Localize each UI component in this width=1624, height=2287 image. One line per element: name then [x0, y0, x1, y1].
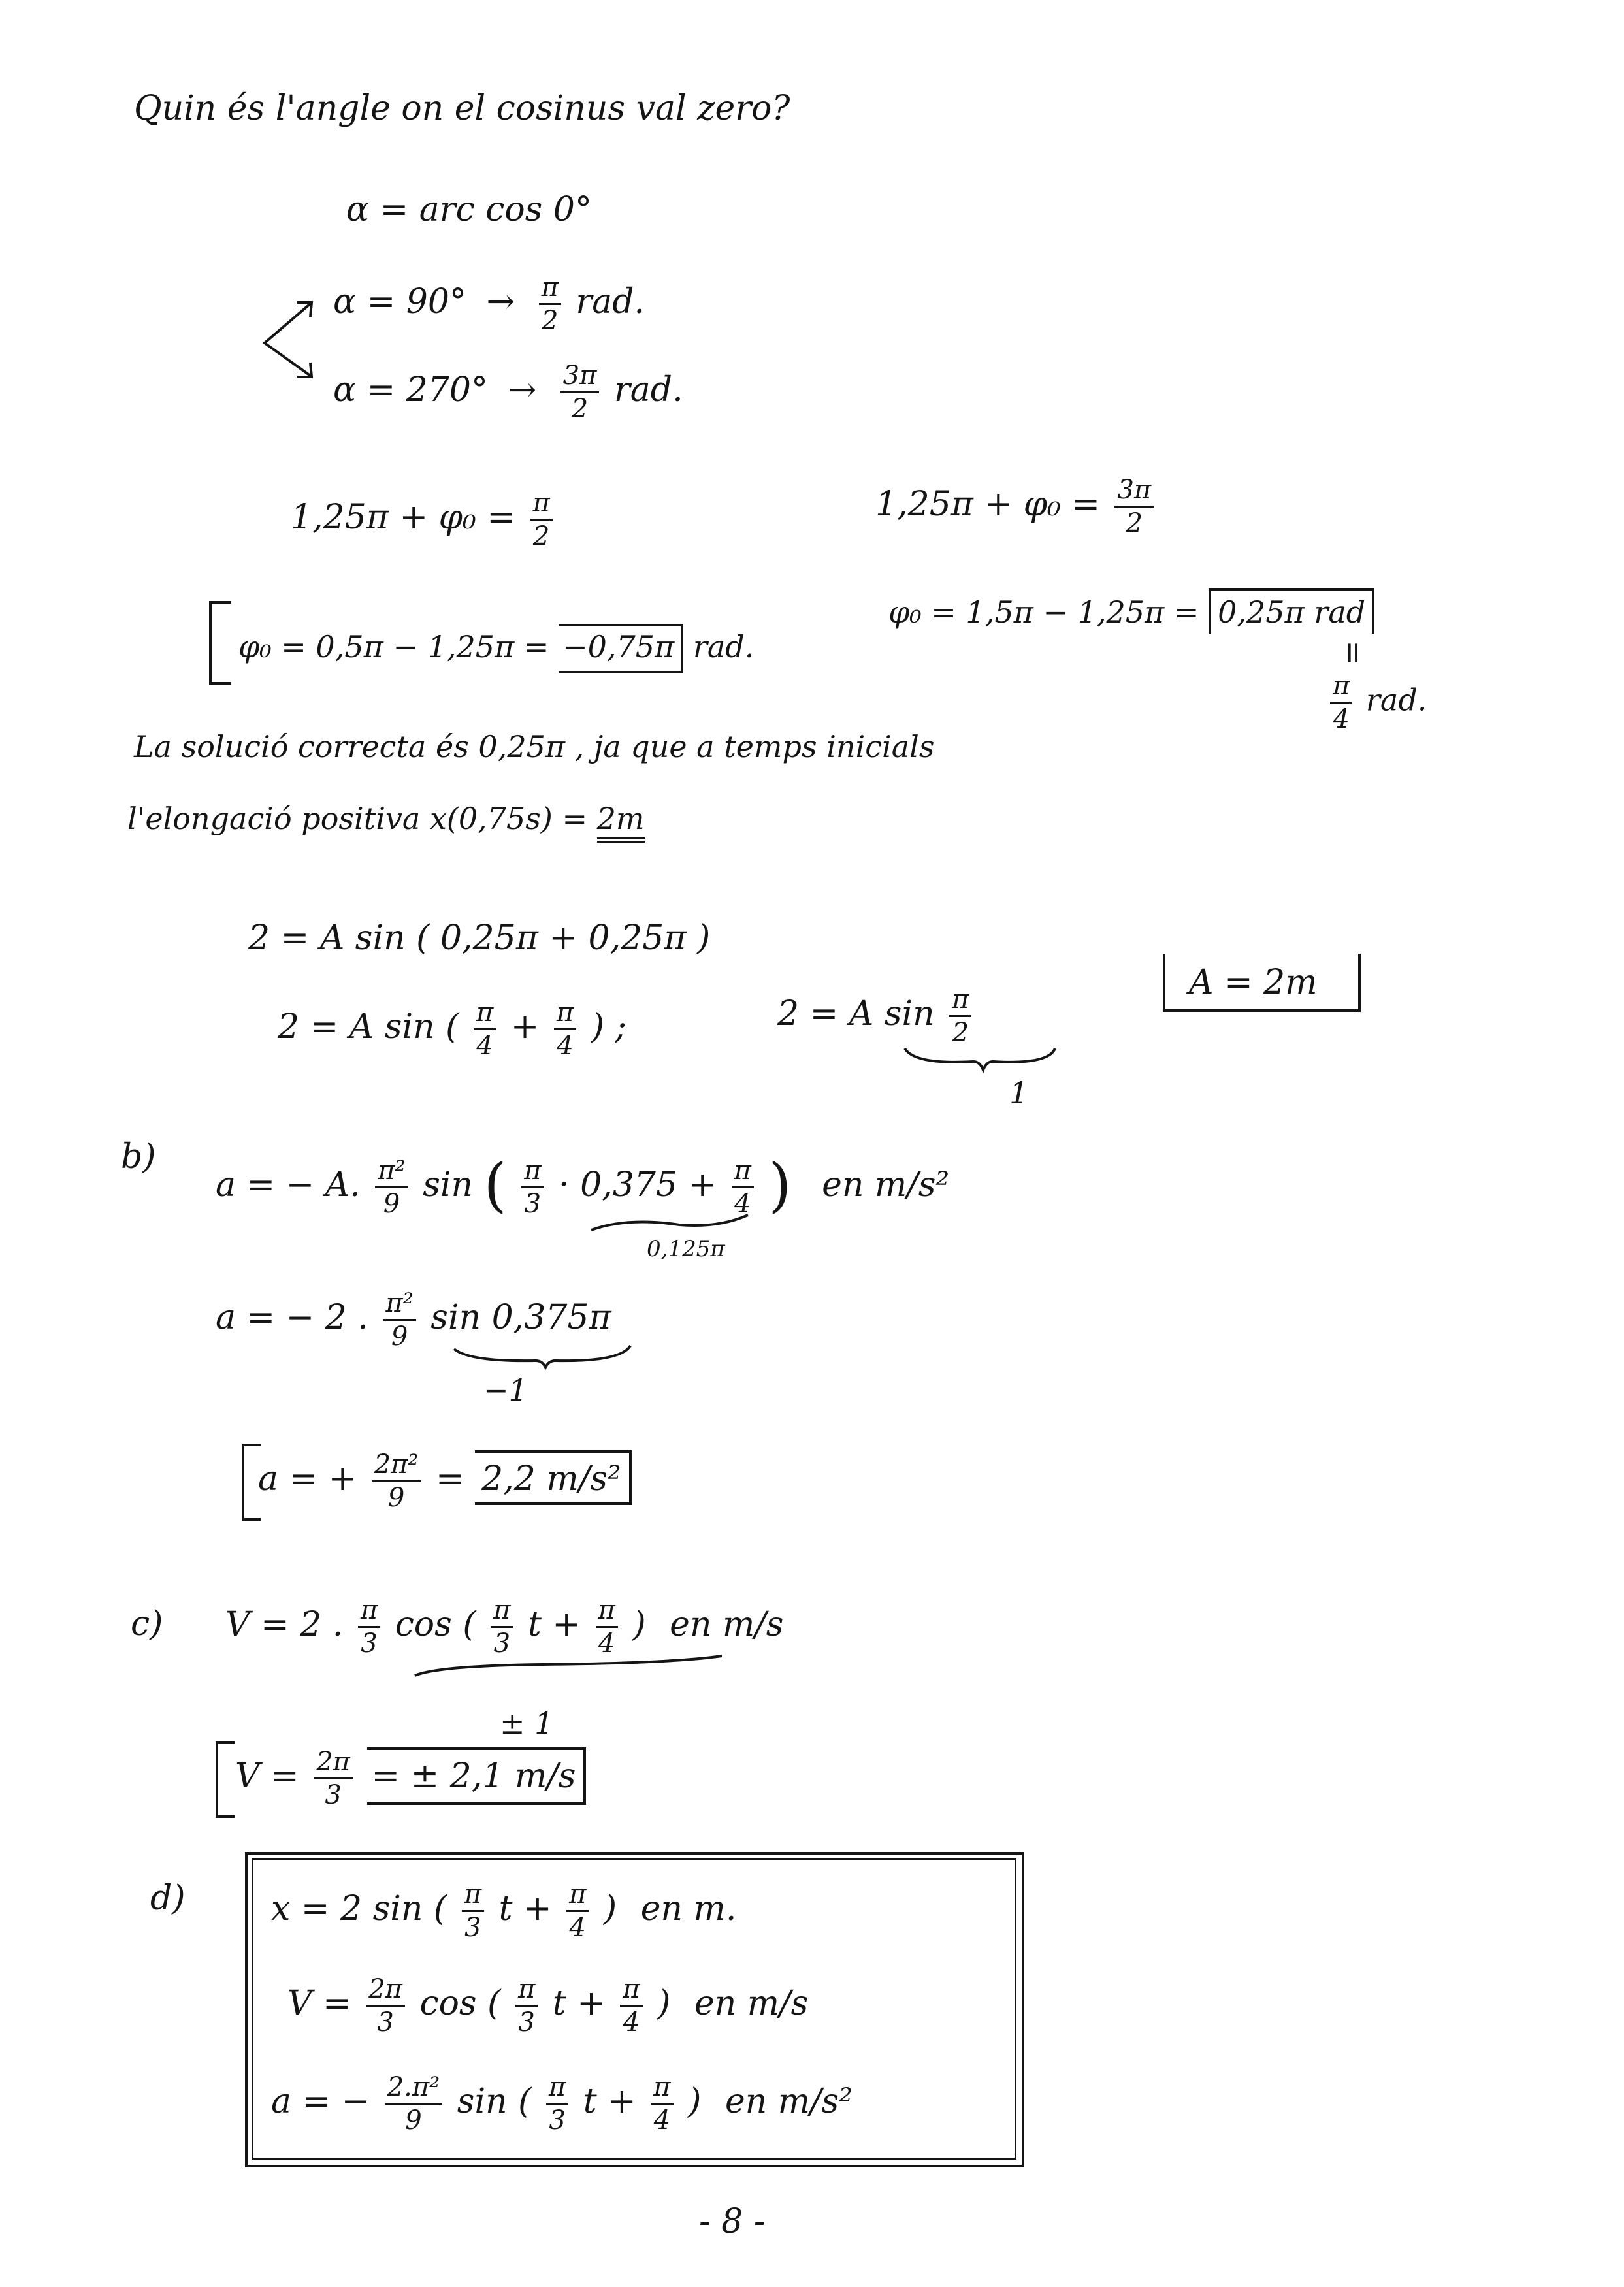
alpha-270-deg: α = 270° — [333, 370, 488, 410]
phi-right-equal-mark: ॥ — [1342, 634, 1361, 670]
amplitude-eq-2: 2 = A sin ( $\frac{\pi}{4}$ + $\frac{\pi}{4}$ ) ; — [278, 998, 627, 1061]
phi-left — [238, 624, 754, 673]
page-number: - 8 - — [699, 2202, 766, 2241]
part-c-label: c) — [131, 1604, 163, 1644]
question-text: Quin és l'angle on el cosinus val zero? — [134, 89, 790, 128]
part-c-result: = ± 2,1 m/s — [367, 1747, 586, 1805]
part-c-line-1: V = 2 . $\frac{\pi}{3}$ cos ( $\frac{\pi}{3}$ t + $\frac{\pi}{4}$ ) en m/s — [225, 1595, 784, 1659]
phi-left-bracket — [209, 601, 231, 685]
amplitude-eq-3: 2 = A sin $\frac{\pi}{2}$ — [777, 986, 975, 1046]
phi-left-pre: φ₀ = 0,5π − 1,25π = — [238, 629, 549, 664]
amplitude-result: A = 2m — [1189, 963, 1318, 1002]
part-c-result-bracket — [216, 1741, 235, 1818]
part-b-underbrace-2: −1 — [483, 1372, 528, 1408]
solution-line-2-text: l'elongació positiva x(0,75s) = — [127, 801, 587, 836]
alpha-90: α = 90° → $\frac{\pi}{2}$ rad. — [333, 272, 645, 336]
phi-right-unit: rad. — [1365, 682, 1427, 718]
part-d-v: V = $\frac{2\pi}{3}$ cos ( $\frac{\pi}{3}$ t + $\frac{\pi}{4}$ ) en m/s — [287, 1974, 809, 2037]
part-d-label: d) — [150, 1879, 186, 1918]
underbrace-icon — [588, 1212, 751, 1238]
equation-left: 1,25π + φ₀ = $\frac{\pi}{2}$ — [291, 490, 557, 549]
phi-right-boxed: 0,25π rad — [1209, 588, 1374, 634]
phi-right-fraction: $\frac{\pi}{4}$ rad. — [1326, 673, 1427, 732]
equation-left-lhs: 1,25π + φ₀ = — [291, 498, 515, 537]
alpha-270-unit: rad. — [613, 370, 683, 410]
equation-right: 1,25π + φ₀ = $\frac{3\pi}{2}$ — [875, 477, 1158, 536]
solution-line-1: La solució correcta és 0,25π , ja que a temps inicials — [134, 729, 935, 764]
phi-right-pre: φ₀ = 1,5π − 1,25π = — [888, 594, 1199, 630]
part-b-label: b) — [121, 1137, 156, 1176]
solution-line-2 — [127, 803, 645, 843]
underbrace-icon — [901, 1045, 1058, 1071]
phi-left-boxed: −0,75π — [559, 624, 683, 673]
underbrace-icon — [451, 1342, 634, 1369]
equation-right-lhs: 1,25π + φ₀ = — [875, 485, 1100, 524]
part-b-result: 2,2 m/s² — [475, 1450, 632, 1505]
part-b-underbrace-1: 0,125π — [647, 1236, 725, 1262]
amplitude-eq-1: 2 = A sin ( 0,25π + 0,25π ) — [248, 918, 711, 958]
alpha-90-rad: $\frac{\pi}{2}$ — [539, 274, 561, 334]
amplitude-underbrace-value: 1 — [1009, 1075, 1029, 1111]
part-b-line-1: a = − A. $\frac{\text{π²}}{9}$ sin ( $\frac{\pi}{3}$ · 0,375 + $\frac{\pi}{4}$ ) en m/s² — [216, 1151, 950, 1220]
alpha-270-rad: $\frac{3\pi}{2}$ — [560, 363, 600, 422]
part-d-a: a = − $\frac{\text{2.π²}}{9}$ sin ( $\frac{\pi}{3}$ t + $\frac{\pi}{4}$ ) en m/s² — [271, 2072, 853, 2135]
phi-right — [888, 588, 1374, 634]
alpha-90-deg: α = 90° — [333, 282, 466, 321]
part-c-line-2: V = $\frac{2\pi}{3}$ = ± 2,1 m/s — [235, 1747, 586, 1808]
phi-left-unit: rad. — [692, 629, 755, 664]
alpha-90-unit: rad. — [576, 282, 645, 321]
part-c-underbrace: ± 1 — [500, 1706, 554, 1741]
alpha-definition: α = arc cos 0° — [346, 190, 592, 229]
part-d-x: x = 2 sin ( $\frac{\pi}{3}$ t + $\frac{\pi}{4}$ ) en m. — [271, 1879, 737, 1943]
part-b-line-3: a = + $\frac{\text{2π²}}{9}$ = 2,2 m/s² — [258, 1450, 632, 1511]
part-b-line-2: a = − 2 . $\frac{\text{π²}}{9}$ sin 0,375π — [216, 1288, 611, 1352]
alpha-270: α = 270° → $\frac{3\pi}{2}$ rad. — [333, 361, 683, 424]
solution-value: 2m — [597, 803, 645, 843]
branch-arrow-icon — [258, 297, 323, 389]
underbrace-icon — [412, 1653, 725, 1685]
